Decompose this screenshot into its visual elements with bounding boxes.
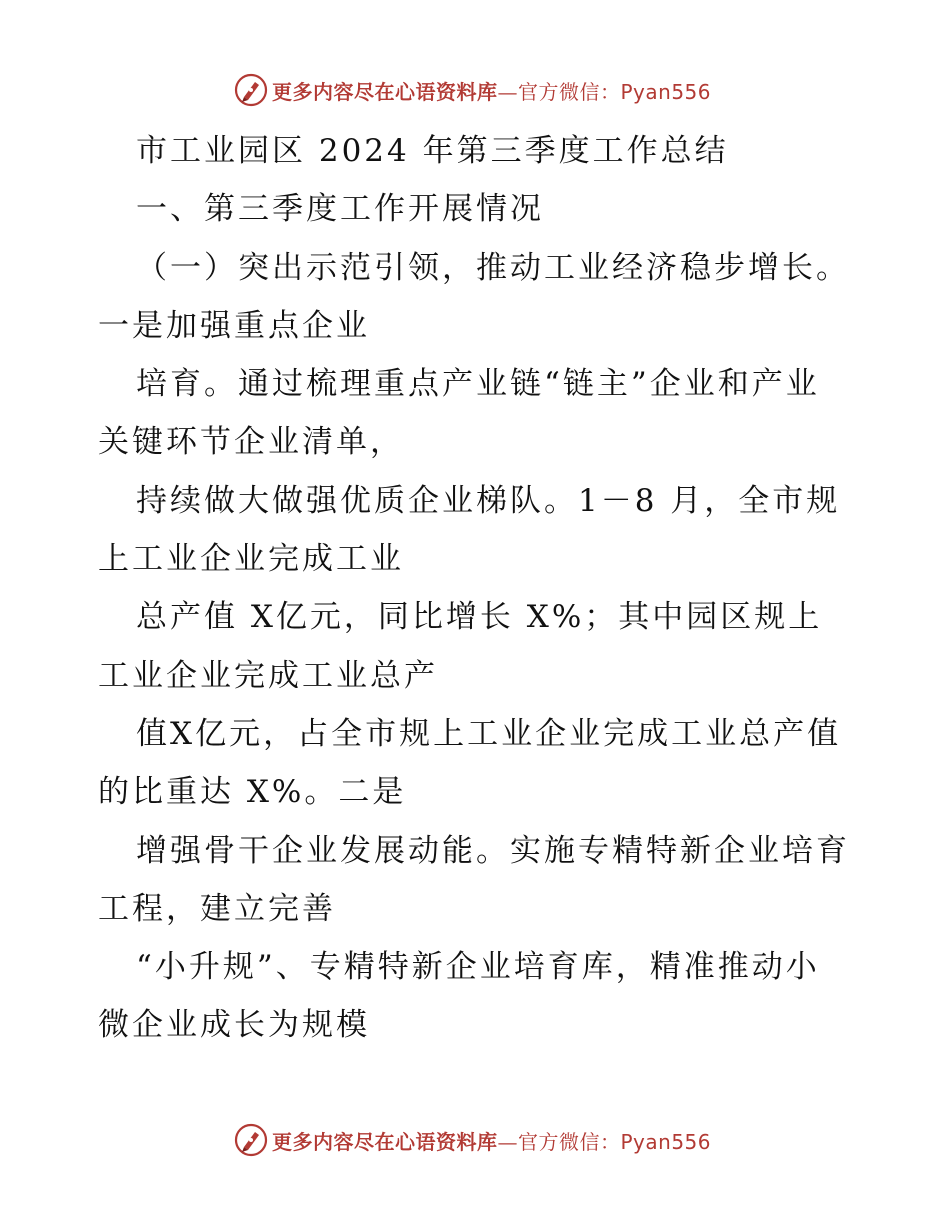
paragraph-line: 一是加强重点企业	[98, 307, 370, 344]
watermark-label: 官方微信：	[518, 1129, 621, 1154]
section-heading: 一、第三季度工作开展情况	[136, 191, 544, 228]
paragraph-line: 培育。通过梳理重点产业链“链主”企业和产业	[136, 366, 820, 403]
watermark-dash: —	[497, 1129, 518, 1154]
paragraph-line: “小升规”、专精特新企业培育库，精准推动小	[136, 949, 820, 986]
header-watermark	[234, 72, 711, 108]
paragraph-line: 工业企业完成工业总产	[98, 657, 438, 694]
paragraph-line: 工程，建立完善	[98, 890, 336, 927]
paragraph-line: 上工业企业完成工业	[98, 541, 404, 578]
paragraph-line: 值X亿元，占全市规上工业企业完成工业总产值	[136, 715, 842, 752]
pen-logo-icon	[234, 73, 268, 107]
document-title: 市工业园区 2024 年第三季度工作总结	[136, 133, 729, 169]
watermark-wechat-id: Pyan556	[620, 79, 712, 104]
paragraph-line: 关键环节企业清单，	[98, 424, 404, 461]
watermark-wechat-id: Pyan556	[620, 1129, 712, 1154]
paragraph-line: 总产值 X亿元，同比增长 X%；其中园区规上	[136, 599, 823, 636]
pen-logo-icon	[234, 1123, 268, 1157]
footer-watermark	[234, 1122, 711, 1158]
paragraph-line: 增强骨干企业发展动能。实施专精特新企业培育	[136, 832, 850, 869]
watermark-label: 官方微信：	[518, 79, 621, 104]
watermark-main-text: 更多内容尽在心语资料库	[272, 1129, 498, 1154]
watermark-main-text: 更多内容尽在心语资料库	[272, 79, 498, 104]
paragraph-line: 的比重达 X%。二是	[98, 774, 407, 811]
subsection-heading: （一）突出示范引领，推动工业经济稳步增长。	[136, 249, 850, 286]
paragraph-line: 微企业成长为规模	[98, 1007, 370, 1044]
paragraph-line: 持续做大做强优质企业梯队。1－8 月，全市规	[136, 482, 841, 519]
watermark-dash: —	[497, 79, 518, 104]
document-body	[98, 122, 858, 1055]
